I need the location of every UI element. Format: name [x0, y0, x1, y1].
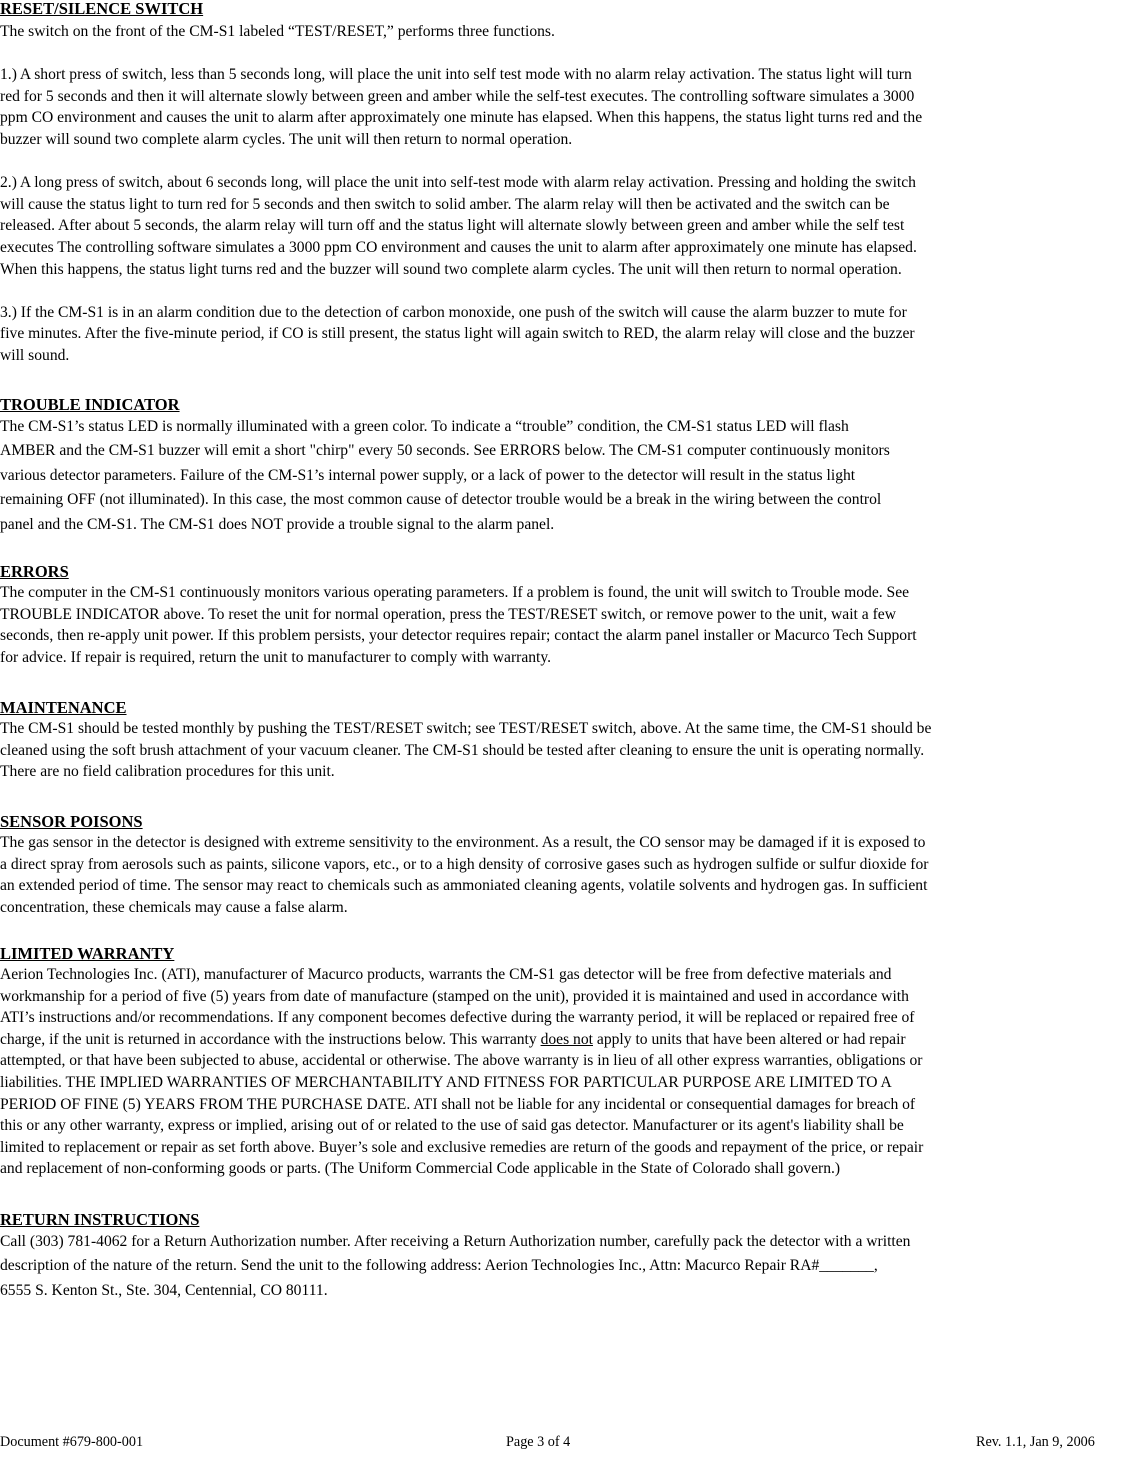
section-heading: LIMITED WARRANTY — [0, 944, 175, 963]
footer-page-number: Page 3 of 4 — [506, 1434, 571, 1450]
text-line: 1.) A short press of switch, less than 5 seconds long, will place the unit into self test mode with no alarm relay activation. The status light will turn — [0, 66, 912, 84]
text-line: 2.) A long press of switch, about 6 seconds long, will place the unit into self-test mode with alarm relay activation. Pressing and holding the switch — [0, 174, 916, 192]
text-line: will cause the status light to turn red for 5 seconds and then switch to solid amber. The alarm relay will then be activated and the switch can be — [0, 195, 890, 213]
blank-line — [0, 43, 1122, 65]
section-heading: RETURN INSTRUCTIONS — [0, 1210, 200, 1229]
section-limited-warranty — [0, 943, 1122, 1180]
text-line: five minutes. After the five-minute period, if CO is still present, the status light will again switch to RED, the alarm relay will close and the buzzer — [0, 325, 915, 343]
text-line: various detector parameters. Failure of the CM-S1’s internal power supply, or a lack of power to the detector will result in the status light — [0, 466, 856, 484]
text-line: The CM-S1’s status LED is normally illuminated with a green color. To indicate a “trouble” condition, the CM-S1 status LED will flash — [0, 418, 849, 435]
text-line: panel and the CM-S1. The CM-S1 does NOT provide a trouble signal to the alarm panel. — [0, 515, 555, 533]
section-maintenance — [0, 697, 1122, 783]
blank-line — [0, 280, 1122, 302]
text-line: When this happens, the status light turns red and the buzzer will sound two complete alarm cycles. The unit will then return to normal operation. — [0, 260, 902, 278]
section-return-instructions — [0, 1209, 1122, 1303]
text-line: concentration, these chemicals may cause a false alarm. — [0, 898, 348, 916]
text-segment: charge, if the unit is returned in accordance with the instructions below. This warranty — [0, 1030, 541, 1048]
text-line: 3.) If the CM-S1 is in an alarm condition due to the detection of carbon monoxide, one push of the switch will cause the alarm buzzer to mute for — [0, 303, 907, 321]
text-line: seconds, then re-apply unit power. If this problem persists, your detector requires repair; contact the alarm panel installer or Macurco Tech Support — [0, 627, 917, 645]
text-line: TROUBLE INDICATOR above. To reset the unit for normal operation, press the TEST/RESET switch, or remove power to the unit, wait a few — [0, 605, 896, 623]
text-line: released. After about 5 seconds, the alarm relay will turn off and the status light will alternate slowly between green and amber while the self test — [0, 217, 905, 235]
text-line: red for 5 seconds and then it will alternate slowly between green and amber while the self-test executes. The controlling software simulates a 3000 — [0, 87, 915, 105]
text-line: executes The controlling software simulates a 3000 ppm CO environment and causes the unit to alarm after approximately one minute has elapsed. — [0, 238, 917, 256]
text-line: and replacement of non-conforming goods or parts. (The Uniform Commercial Code applicable in the State of Colorado shall govern.) — [0, 1160, 841, 1178]
text-line: workmanship for a period of five (5) years from date of manufacture (stamped on the unit), provided it is maintained and used in accordance with — [0, 987, 909, 1005]
section-heading: TROUBLE INDICATOR — [0, 395, 180, 414]
section-reset-silence-switch — [0, 0, 1122, 367]
text-line: Aerion Technologies Inc. (ATI), manufacturer of Macurco products, warrants the CM-S1 gas detector will be free from defective materials and — [0, 966, 892, 983]
text-line: buzzer will sound two complete alarm cycles. The unit will then return to normal operation. — [0, 130, 573, 148]
text-line: PERIOD OF FINE (5) YEARS FROM THE PURCHASE DATE. ATI shall not be liable for any incidental or consequential damages for breach of — [0, 1095, 916, 1113]
text-line: remaining OFF (not illuminated). In this case, the most common cause of detector trouble would be a break in the wiring between the control — [0, 491, 882, 509]
text-line: The computer in the CM-S1 continuously monitors various operating parameters. If a problem is found, the unit will switch to Trouble mode. See — [0, 584, 910, 601]
text-line: ppm CO environment and causes the unit to alarm after approximately one minute has elapsed. When this happens, the status light turns red and the — [0, 109, 923, 127]
text-segment: apply to units that have been altered or had repair — [593, 1030, 906, 1048]
text-line: AMBER and the CM-S1 buzzer will emit a short "chirp" every 50 seconds. See ERRORS below. The CM-S1 computer continuously monitors — [0, 442, 890, 460]
section-errors — [0, 561, 1122, 668]
text-line: Call (303) 781-4062 for a Return Authorization number. After receiving a Return Authorization number, carefully pack the detector with a written — [0, 1233, 911, 1250]
text-line: this or any other warranty, express or implied, arising out of or related to the use of said gas detector. Manufacturer or its agent's liability shall be — [0, 1117, 904, 1135]
text-line: ATI’s instructions and/or recommendations. If any component becomes defective during the warranty period, it will be replaced or repaired free of — [0, 1009, 915, 1027]
text-line: cleaned using the soft brush attachment of your vacuum cleaner. The CM-S1 should be tested after cleaning to ensure the unit is operating normally. — [0, 741, 925, 759]
text-line: The CM-S1 should be tested monthly by pushing the TEST/RESET switch; see TEST/RESET switch, above. At the same time, the CM-S1 should be — [0, 720, 932, 737]
section-heading: MAINTENANCE — [0, 698, 127, 717]
text-line: will sound. — [0, 346, 70, 364]
text-line: a direct spray from aerosols such as paints, silicone vapors, etc., or to a high density of corrosive gases such as hydrogen sulfide or sulfur dioxide for — [0, 855, 929, 873]
section-heading: ERRORS — [0, 562, 69, 581]
text-line: attempted, or that have been subjected to abuse, accidental or otherwise. The above warranty is in lieu of all other express warranties, obligations or — [0, 1052, 923, 1070]
section-trouble-indicator — [0, 394, 1122, 537]
footer-document-number: Document #679-800-001 — [0, 1434, 144, 1450]
text-line: limited to replacement or repair as set forth above. Buyer’s sole and exclusive remedies are return of the goods and repayment of the price, or repair — [0, 1138, 924, 1156]
section-heading: RESET/SILENCE SWITCH — [0, 0, 204, 18]
text-line: for advice. If repair is required, return the unit to manufacturer to comply with warranty. — [0, 648, 552, 666]
text-line: description of the nature of the return. Send the unit to the following address: Aerion Technologies Inc., Attn: Macurco Repair RA#_______, — [0, 1257, 878, 1275]
section-heading: SENSOR POISONS — [0, 812, 143, 831]
text-line: The gas sensor in the detector is designed with extreme sensitivity to the environment. As a result, the CO sensor may be damaged if it is exposed to — [0, 834, 926, 851]
text-line: There are no field calibration procedures for this unit. — [0, 763, 335, 781]
text-line: liabilities. THE IMPLIED WARRANTIES OF MERCHANTABILITY AND FITNESS FOR PARTICULAR PURPOSE ARE LIMITED TO A — [0, 1073, 892, 1091]
text-line: 6555 S. Kenton St., Ste. 304, Centennial, CO 80111. — [0, 1281, 328, 1299]
footer-revision: Rev. 1.1, Jan 9, 2006 — [976, 1434, 1095, 1450]
text-line: The switch on the front of the CM-S1 labeled “TEST/RESET,” performs three functions. — [0, 23, 555, 40]
text-line: an extended period of time. The sensor may react to chemicals such as ammoniated cleaning agents, volatile solvents and hydrogen gas. In sufficient — [0, 877, 928, 895]
text-line — [0, 1029, 1122, 1051]
section-sensor-poisons — [0, 811, 1122, 918]
underlined-text: does not — [540, 1030, 593, 1048]
blank-line — [0, 151, 1122, 173]
